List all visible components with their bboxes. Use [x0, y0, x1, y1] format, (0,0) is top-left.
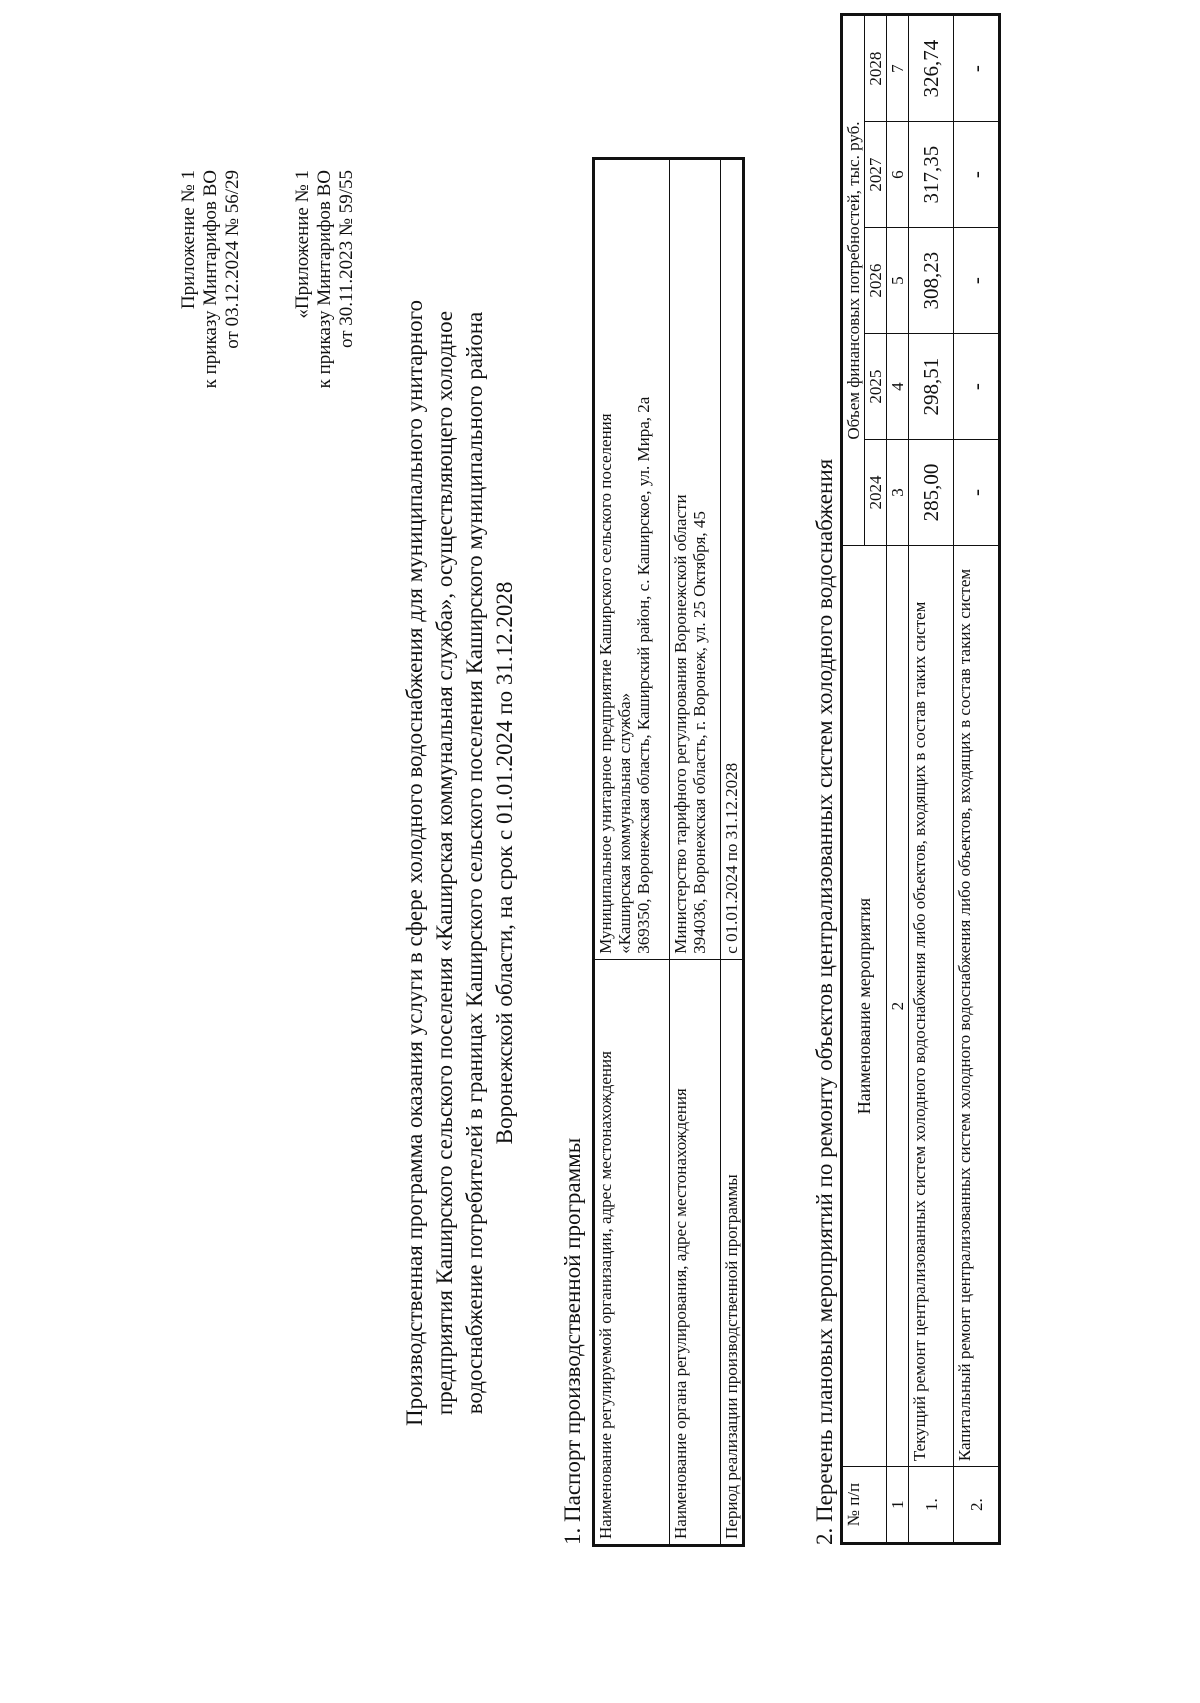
index-cell: 7: [887, 15, 909, 122]
row-value: -: [954, 228, 1000, 334]
row-value: 326,74: [909, 15, 954, 122]
year-header: 2026: [865, 228, 887, 334]
title-line: Воронежской области, на срок с 01.01.2024 по 31.12.2028: [492, 581, 517, 1145]
appendix-previous-header: [292, 170, 358, 388]
row-value: 317,35: [909, 122, 954, 228]
title-line: предприятия Каширского сельского поселения «Каширская коммунальная служба», осуществляющего холодное: [432, 310, 457, 1416]
row-name: Текущий ремонт централизованных систем холодного водоснабжения либо объектов, входящих в состав таких систем: [909, 546, 954, 1467]
appendix-line: «Приложение № 1: [292, 170, 313, 319]
appendix-order-line: к приказу Минтарифов ВО: [314, 170, 335, 389]
passport-value: [670, 159, 721, 960]
value-line: с 01.01.2024 по 31.12.2028: [722, 762, 741, 954]
plan-heading: 2. Перечень плановых мероприятий по ремонту объектов централизованных систем холодного водоснабжения: [812, 458, 837, 1545]
value-line: 369350, Воронежская область, Каширский район, с. Каширское, ул. Мира, 2а: [634, 396, 653, 954]
title-line: водоснабжение потребителей в границах Каширского сельского поселения Каширского муниципального района: [462, 311, 487, 1415]
table-index-row: [887, 15, 909, 1544]
value-line: 394036, Воронежская область, г. Воронеж, ул. 25 Октября, 45: [690, 511, 709, 954]
title-line: Производственная программа оказания услуги в сфере холодного водоснабжения для муниципального унитарного: [402, 300, 427, 1426]
row-value: -: [954, 15, 1000, 122]
row-value: -: [954, 440, 1000, 546]
index-cell: 3: [887, 440, 909, 546]
table-row: [909, 15, 954, 1544]
year-header: 2028: [865, 15, 887, 122]
index-cell: 6: [887, 122, 909, 228]
row-value: 308,23: [909, 228, 954, 334]
table-row: [954, 15, 1000, 1544]
year-header: 2025: [865, 334, 887, 440]
passport-label: Период реализации производственной программы: [721, 959, 744, 1545]
index-cell: 5: [887, 228, 909, 334]
value-line: Министерство тарифного регулирования Воронежской области: [671, 494, 690, 954]
table-row: [721, 159, 744, 1546]
appendix-current-header: [178, 170, 244, 388]
row-value: 285,00: [909, 440, 954, 546]
value-line: «Каширская коммунальная служба»: [615, 692, 634, 954]
col-header-name: Наименование мероприятия: [842, 546, 887, 1467]
index-cell: 2: [887, 546, 909, 1467]
passport-label: Наименование регулируемой организации, адрес местонахождения: [594, 959, 670, 1545]
index-cell: 4: [887, 334, 909, 440]
table-row: [670, 159, 721, 1546]
passport-value: [594, 159, 670, 960]
passport-label: Наименование органа регулирования, адрес местонахождения: [670, 959, 721, 1545]
passport-heading: 1. Паспорт производственной программы: [560, 1137, 585, 1545]
col-header-num: № п/п: [842, 1467, 887, 1544]
table-row: [594, 159, 670, 1546]
year-header: 2027: [865, 122, 887, 228]
document-title: [400, 163, 520, 1563]
col-header-volume: Объем финансовых потребностей, тыс. руб.: [842, 15, 865, 546]
row-name: Капитальный ремонт централизованных систем холодного водоснабжения либо объектов, входящих в состав таких систем: [954, 546, 1000, 1467]
plan-table: [840, 13, 1001, 1545]
appendix-line: Приложение № 1: [178, 170, 199, 310]
table-header-row: [842, 15, 865, 1544]
appendix-date-line: от 03.12.2024 № 56/29: [222, 170, 243, 349]
row-num: 2.: [954, 1467, 1000, 1544]
row-value: -: [954, 122, 1000, 228]
value-line: Муниципальное унитарное предприятие Каширского сельского поселения: [596, 413, 615, 954]
appendix-date-line: от 30.11.2023 № 59/55: [336, 170, 357, 349]
row-value: -: [954, 334, 1000, 440]
index-cell: 1: [887, 1467, 909, 1544]
appendix-order-line: к приказу Минтарифов ВО: [200, 170, 221, 389]
row-num: 1.: [909, 1467, 954, 1544]
year-header: 2024: [865, 440, 887, 546]
passport-table: [592, 157, 745, 1547]
passport-value: [721, 159, 744, 960]
row-value: 298,51: [909, 334, 954, 440]
